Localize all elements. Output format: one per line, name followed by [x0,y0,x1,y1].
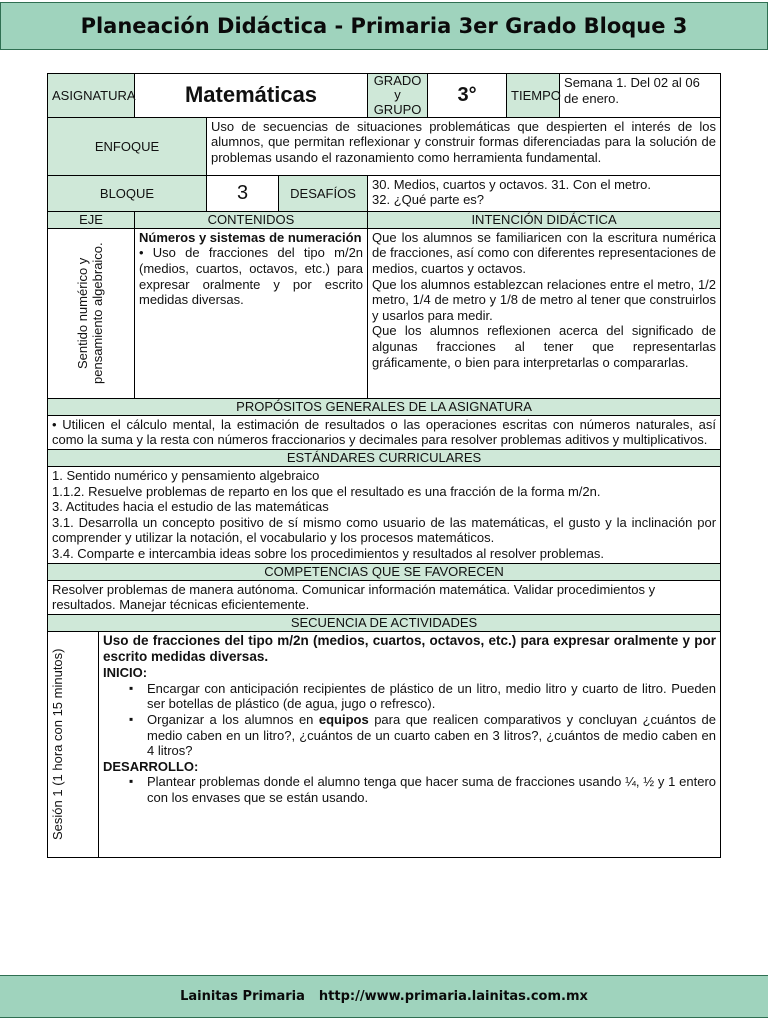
desafios-label: DESAFÍOS [279,175,368,211]
propositos-title: PROPÓSITOS GENERALES DE LA ASIGNATURA [48,398,721,415]
contenidos-header: CONTENIDOS [135,211,368,228]
competencias-header-row [48,563,721,580]
propositos-text: • Utilicen el cálculo mental, la estimación de resultados o las operaciones escritas con números naturales, así como la suma y la resta con números fraccionarios y decimales para resolver problemas aditivos y multiplicativos. [48,415,721,449]
intencion-header: INTENCIÓN DIDÁCTICA [368,211,721,228]
enfoque-value: Uso de secuencias de situaciones problemáticas que despierten el interés de los alumnos, que permitan reflexionar y construir formas diferenciadas para la solución de problemas usando el razonamiento como herramienta fundamental. [207,117,721,175]
estandar-line: 1.1.2. Resuelve problemas de reparto en los que el resultado es una fracción de la forma m/2n. [52,483,601,499]
competencias-text: Resolver problemas de manera autónoma. Comunicar información matemática. Validar procedimientos y resultados. Manejar técnicas eficientemente. [48,580,721,614]
desafios-value [368,175,721,211]
estandar-line: 3.4. Comparte e intercambia ideas sobre los procedimientos y resultados al resolver problemas. [52,546,605,562]
enfoque-label: ENFOQUE [48,117,207,175]
secuencia-cell [99,631,721,857]
estandares-title: ESTÁNDARES CURRICULARES [48,450,721,467]
bloque-label: BLOQUE [48,175,207,211]
eje-text: Sentido numérico y pensamiento algebraico. [75,242,105,385]
list-item: ▪ Encargar con anticipación recipientes de plástico de un litro, medio litro y cuarto de litro. Pueden ser botellas de plástico (de agua, jugo o refresco). [127,681,716,712]
contenidos-cell [135,228,368,398]
inicio-list [103,681,716,759]
desarrollo-list [103,774,716,805]
eje-cell [48,228,135,398]
list-item: ▪ Organizar a los alumnos en equipos para que realicen comparativos y concluyan ¿cuántos de medio caben en un litro?, ¿cuántos de un cuarto caben en 3 litros?, ¿cuántos de medio caben en 4 litros? [127,712,716,759]
content-row [48,228,721,398]
footer-url-link[interactable]: http://www.primaria.lainitas.com.mx [318,989,588,1004]
grado-label: GRADO y GRUPO [368,74,428,118]
asignatura-value: Matemáticas [135,74,368,118]
intencion-item: Que los alumnos reflexionen acerca del significado de algunas fracciones al tener que representarlas gráficamente, o bien para interpretarlas o compararlas. [372,323,717,370]
secuencia-title: SECUENCIA DE ACTIVIDADES [48,614,721,631]
footer [0,975,768,1018]
planeacion-table [47,73,721,858]
session-label: Sesión 1 (1 hora con 15 minutos) [50,648,65,841]
bloque-value: 3 [207,175,279,211]
secuencia-row [48,631,721,857]
estandares-cell [48,467,721,564]
propositos-row [48,415,721,449]
asignatura-label: ASIGNATURA [48,74,135,118]
page-title-banner [0,2,768,50]
estandar-line: 3.1. Desarrolla un concepto positivo de sí mismo como usuario de las matemáticas, el gusto y la inclinación por comprender y utilizar la notación, el vocabulario y los procesos matemáticos. [52,514,717,546]
tiempo-label: TIEMPO [507,74,560,118]
page-title: Planeación Didáctica - Primaria 3er Grado Bloque 3 [80,14,688,38]
desarrollo-label: DESARROLLO: [103,758,199,774]
secuencia-header-row [48,614,721,631]
estandares-header-row [48,450,721,467]
eje-header: EJE [48,211,135,228]
contenidos-heading: Números y sistemas de numeración [139,229,362,245]
info-row-enfoque [48,117,721,175]
competencias-title: COMPETENCIAS QUE SE FAVORECEN [48,563,721,580]
competencias-row [48,580,721,614]
intencion-cell [368,228,721,398]
desafios-line-2: 32. ¿Qué parte es? [372,192,485,208]
estandar-line: 1. Sentido numérico y pensamiento algebraico [52,468,320,484]
desafios-line-1: 30. Medios, cuartos y octavos. 31. Con el metro. [372,176,651,192]
intencion-item: Que los alumnos establezcan relaciones entre el metro, 1/2 metro, 1/4 de metro y 1/8 de metro al tener que construirlos y usarlos para medir. [372,276,717,323]
inicio-label: INICIO: [103,665,148,681]
estandar-line: 3. Actitudes hacia el estudio de las matemáticas [52,499,329,515]
info-row-asignatura [48,74,721,118]
contenidos-body: • Uso de fracciones del tipo m/2n (medios, cuartos, octavos, etc.) para expresar oralmente y por escrito medidas diversas. [139,245,364,308]
tiempo-value: Semana 1. Del 02 al 06 de enero. [560,74,721,118]
intencion-item: Que los alumnos se familiaricen con la escritura numérica de fracciones, así como con diferentes representaciones de medios, cuartos y octavos. [372,229,717,277]
secuencia-heading: Uso de fracciones del tipo m/2n (medios, cuartos, octavos, etc.) para expresar oralmente y por escrito medidas diversas. [103,632,717,665]
columns-header-row [48,211,721,228]
grado-value: 3° [428,74,507,118]
propositos-header-row [48,398,721,415]
session-cell [48,631,99,857]
info-row-bloque [48,175,721,211]
estandares-row [48,467,721,564]
list-item: ▪ Plantear problemas donde el alumno tenga que hacer suma de fracciones usando ¼, ½ y 1 entero con los envases que se están usando. [127,774,716,805]
footer-site-name: Lainitas Primaria [180,989,305,1004]
